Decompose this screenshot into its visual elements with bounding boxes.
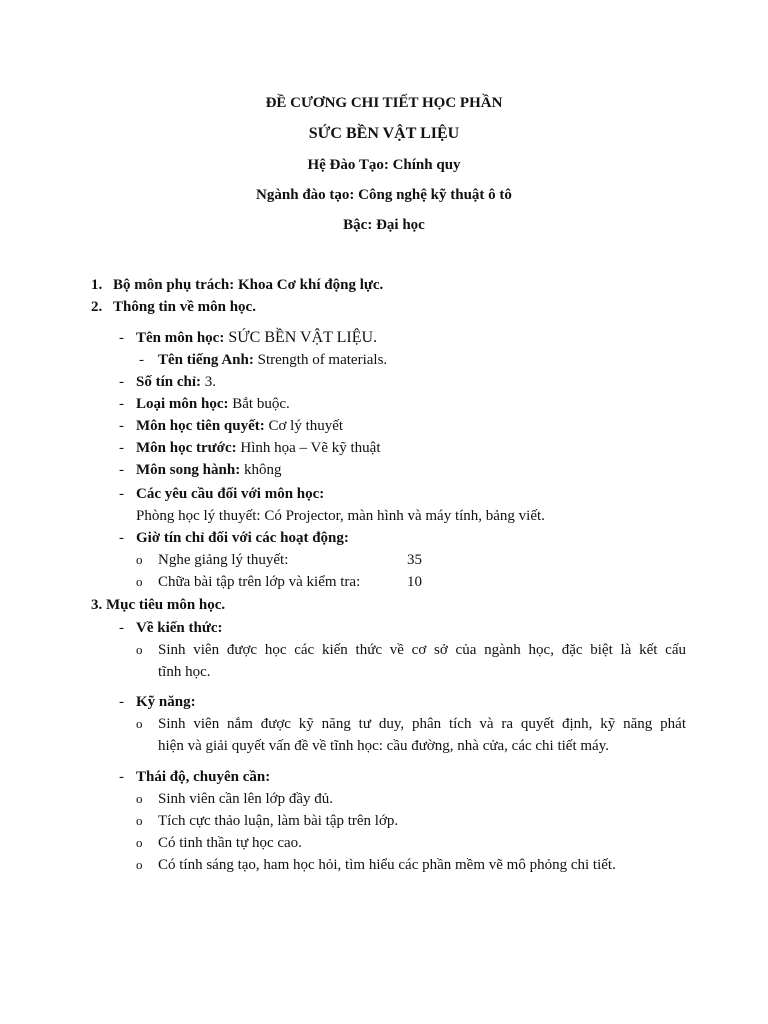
circle-bullet: o <box>136 791 143 806</box>
field-label: Số tín chỉ: <box>136 374 202 390</box>
circle-bullet: o <box>136 835 143 850</box>
attitude-item: Có tính sáng tạo, ham học hỏi, tìm hiểu các phần mềm vẽ mô phỏng chi tiết. <box>158 857 616 873</box>
dash-marker: - <box>119 374 124 390</box>
section-1-heading: Bộ môn phụ trách: Khoa Cơ khí động lực. <box>113 277 384 293</box>
requirements-text: Phòng học lý thuyết: Có Projector, màn hình và máy tính, bảng viết. <box>136 508 545 524</box>
field-label: Môn học tiên quyết: <box>136 418 265 434</box>
dash-marker: - <box>119 396 124 412</box>
attitude-item: Sinh viên cần lên lớp đầy đủ. <box>158 791 333 807</box>
dash-marker: - <box>119 620 124 636</box>
hours-label: Chữa bài tập trên lớp và kiểm tra: <box>158 574 361 590</box>
course-name-row <box>136 328 377 348</box>
english-name-row <box>158 350 387 370</box>
doc-title: ĐỀ CƯƠNG CHI TIẾT HỌC PHẦN <box>265 95 503 111</box>
dash-marker: - <box>119 440 124 456</box>
circle-bullet: o <box>136 716 143 731</box>
section-2-heading: Thông tin về môn học. <box>113 299 256 315</box>
hours-label: Nghe giảng lý thuyết: <box>158 552 289 568</box>
prerequisite-row <box>136 416 343 436</box>
parallel-course-row <box>136 460 281 480</box>
attitude-item: Tích cực thảo luận, làm bài tập trên lớp. <box>158 813 399 829</box>
knowledge-line-2: tĩnh học. <box>158 664 211 680</box>
attitude-label: Thái độ, chuyên cần: <box>136 769 271 785</box>
field-label: Loại môn học: <box>136 396 229 412</box>
section-3-heading: 3. Mục tiêu môn học. <box>91 597 226 613</box>
field-value: 3. <box>201 374 217 390</box>
field-label: Môn song hành: <box>136 462 241 478</box>
level: Bậc: Đại học <box>343 217 425 233</box>
dash-marker: - <box>119 418 124 434</box>
circle-bullet: o <box>136 552 143 567</box>
attitude-item: Có tinh thần tự học cao. <box>158 835 302 851</box>
training-system: Hệ Đào Tạo: Chính quy <box>307 157 461 173</box>
credit-hours-label: Giờ tín chỉ đối với các hoạt động: <box>136 530 349 546</box>
course-type-row <box>136 394 290 414</box>
circle-bullet: o <box>136 813 143 828</box>
circle-bullet: o <box>136 857 143 872</box>
circle-bullet: o <box>136 574 143 589</box>
skills-line-1: Sinh viên nắm được kỹ năng tư duy, phân tích và ra quyết định, kỹ năng phát <box>158 716 686 732</box>
field-label: Tên tiếng Anh: <box>158 352 254 368</box>
dash-marker: - <box>119 486 124 502</box>
field-label: Tên môn học: <box>136 330 225 346</box>
field-value: SỨC BỀN VẬT LIỆU. <box>224 329 378 346</box>
course-name: SỨC BỀN VẬT LIỆU <box>308 125 460 142</box>
dash-marker: - <box>119 530 124 546</box>
field-value: Hình họa – Vẽ kỹ thuật <box>236 440 381 456</box>
hours-value: 35 <box>407 552 422 568</box>
hours-value: 10 <box>407 574 422 590</box>
major: Ngành đào tạo: Công nghệ kỹ thuật ô tô <box>256 187 512 203</box>
section-2-number: 2. <box>91 299 103 315</box>
field-value: Bắt buộc. <box>228 396 290 412</box>
dash-marker: - <box>119 769 124 785</box>
knowledge-line-1: Sinh viên được học các kiến thức về cơ sở của ngành học, đặc biệt là kết cấu <box>158 642 686 658</box>
field-value: không <box>240 462 282 478</box>
dash-marker: - <box>119 330 124 346</box>
skills-label: Kỹ năng: <box>136 694 196 710</box>
previous-course-row <box>136 438 381 458</box>
field-label: Môn học trước: <box>136 440 237 456</box>
field-value: Cơ lý thuyết <box>264 418 344 434</box>
field-value: Strength of materials. <box>253 352 388 368</box>
dash-marker: - <box>139 352 144 368</box>
credits-row <box>136 372 216 392</box>
knowledge-label: Về kiến thức: <box>136 620 223 636</box>
section-1-number: 1. <box>91 277 103 293</box>
dash-marker: - <box>119 462 124 478</box>
dash-marker: - <box>119 694 124 710</box>
skills-line-2: hiện và giải quyết vấn đề về tĩnh học: cầu đường, nhà cửa, các chi tiết máy. <box>158 738 609 754</box>
circle-bullet: o <box>136 642 143 657</box>
requirements-label: Các yêu cầu đối với môn học: <box>136 486 325 502</box>
